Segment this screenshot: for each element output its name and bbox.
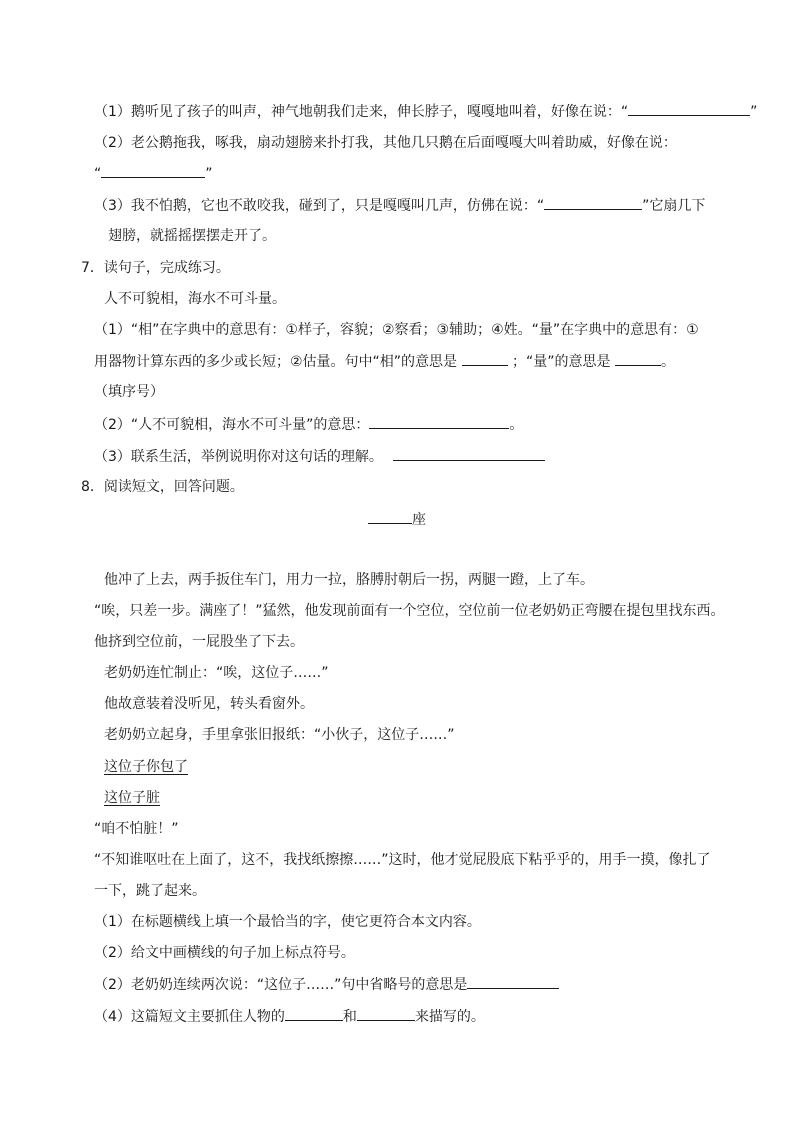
q8-ask-4: （4）这篇短文主要抓住人物的 和 来描写的。: [94, 1006, 485, 1027]
answer-blank[interactable]: [462, 351, 508, 366]
q6-sentence-3: （3）我不怕鹅，它也不敢咬我，碰到了，只是嘎嘎叫几声，仿佛在说：“ ”它扇几下: [94, 195, 705, 216]
passage-para: 他故意装着没听见，转头看窗外。: [104, 696, 314, 712]
passage-para: 老奶奶连忙制止：“唉，这位子……”: [104, 665, 329, 681]
q7-title: 7．读句子，完成练习。: [81, 260, 230, 276]
answer-blank[interactable]: [467, 974, 559, 989]
q8-ask-3: （2）老奶奶连续两次说：“这位子……”句中省略号的意思是: [94, 974, 559, 995]
q6-sentence-3-cont: 翅膀，就摇摇摆摆走开了。: [108, 228, 276, 244]
passage-para: 一下，跳了起来。: [94, 883, 206, 899]
passage-para: “咱不怕脏！”: [94, 821, 179, 837]
passage-para: “唉，只差一步。满座了！”猛然，他发现前面有一个空位，空位前一位老奶奶正弯腰在提包里找东西。: [94, 603, 725, 619]
q7-sentence: 人不可貌相，海水不可斗量。: [104, 291, 286, 307]
q7-part1-cont: 用器物计算东西的多少或长短；②估量。句中“相”的意思是 ；“量”的意思是 。: [94, 351, 675, 372]
answer-blank[interactable]: [285, 1006, 343, 1021]
answer-blank[interactable]: [393, 446, 545, 461]
q7-part1-note: （填序号）: [94, 384, 164, 400]
q6-sentence-2: （2）老公鹅拖我，啄我，扇动翅膀来扑打我，其他几只鹅在后面嘎嘎大叫着助威，好像在说：: [94, 135, 677, 151]
title-blank[interactable]: [368, 509, 412, 524]
answer-blank[interactable]: [369, 414, 509, 429]
underlined-sentence: 这位子脏: [104, 790, 160, 806]
passage-para: 老奶奶立起身，手里拿张旧报纸：“小伙子，这位子……”: [104, 727, 455, 743]
passage-para: 他挤到空位前，一屁股坐了下去。: [94, 634, 304, 650]
q7-part1: （1）“相”在字典中的意思有：①样子，容貌；②察看；③辅助；④姓。“量”在字典中的意思有：①: [94, 322, 699, 338]
q6-sentence-2-cont: “ ”: [94, 163, 213, 184]
q7-part2: （2）“人不可貌相，海水不可斗量”的意思： 。: [94, 414, 523, 435]
answer-blank[interactable]: [357, 1006, 415, 1021]
q7-part3: （3）联系生活，举例说明你对这句话的理解。: [94, 446, 545, 467]
q8-ask-1: （1）在标题横线上填一个最恰当的字，使它更符合本文内容。: [94, 914, 481, 930]
passage-title: 座: [0, 509, 794, 530]
answer-blank[interactable]: [628, 101, 750, 116]
answer-blank[interactable]: [101, 163, 205, 178]
passage-para: 他冲了上去，两手扳住车门，用力一拉，胳膊肘朝后一拐，两腿一蹬，上了车。: [104, 572, 594, 588]
q8-title: 8．阅读短文，回答问题。: [81, 479, 244, 495]
passage-para: “不知谁呕吐在上面了，这不，我找纸擦擦……”这时，他才觉屁股底下粘乎乎的，用手一摸，像扎了: [94, 852, 711, 868]
answer-blank[interactable]: [615, 351, 661, 366]
answer-blank[interactable]: [544, 195, 642, 210]
q6-sentence-1: （1）鹅听见了孩子的叫声，神气地朝我们走来，伸长脖子，嘎嘎地叫着，好像在说：“ ”: [94, 101, 757, 122]
q8-ask-2: （2）给文中画横线的句子加上标点符号。: [94, 945, 355, 961]
underlined-sentence: 这位子你包了: [104, 759, 188, 775]
